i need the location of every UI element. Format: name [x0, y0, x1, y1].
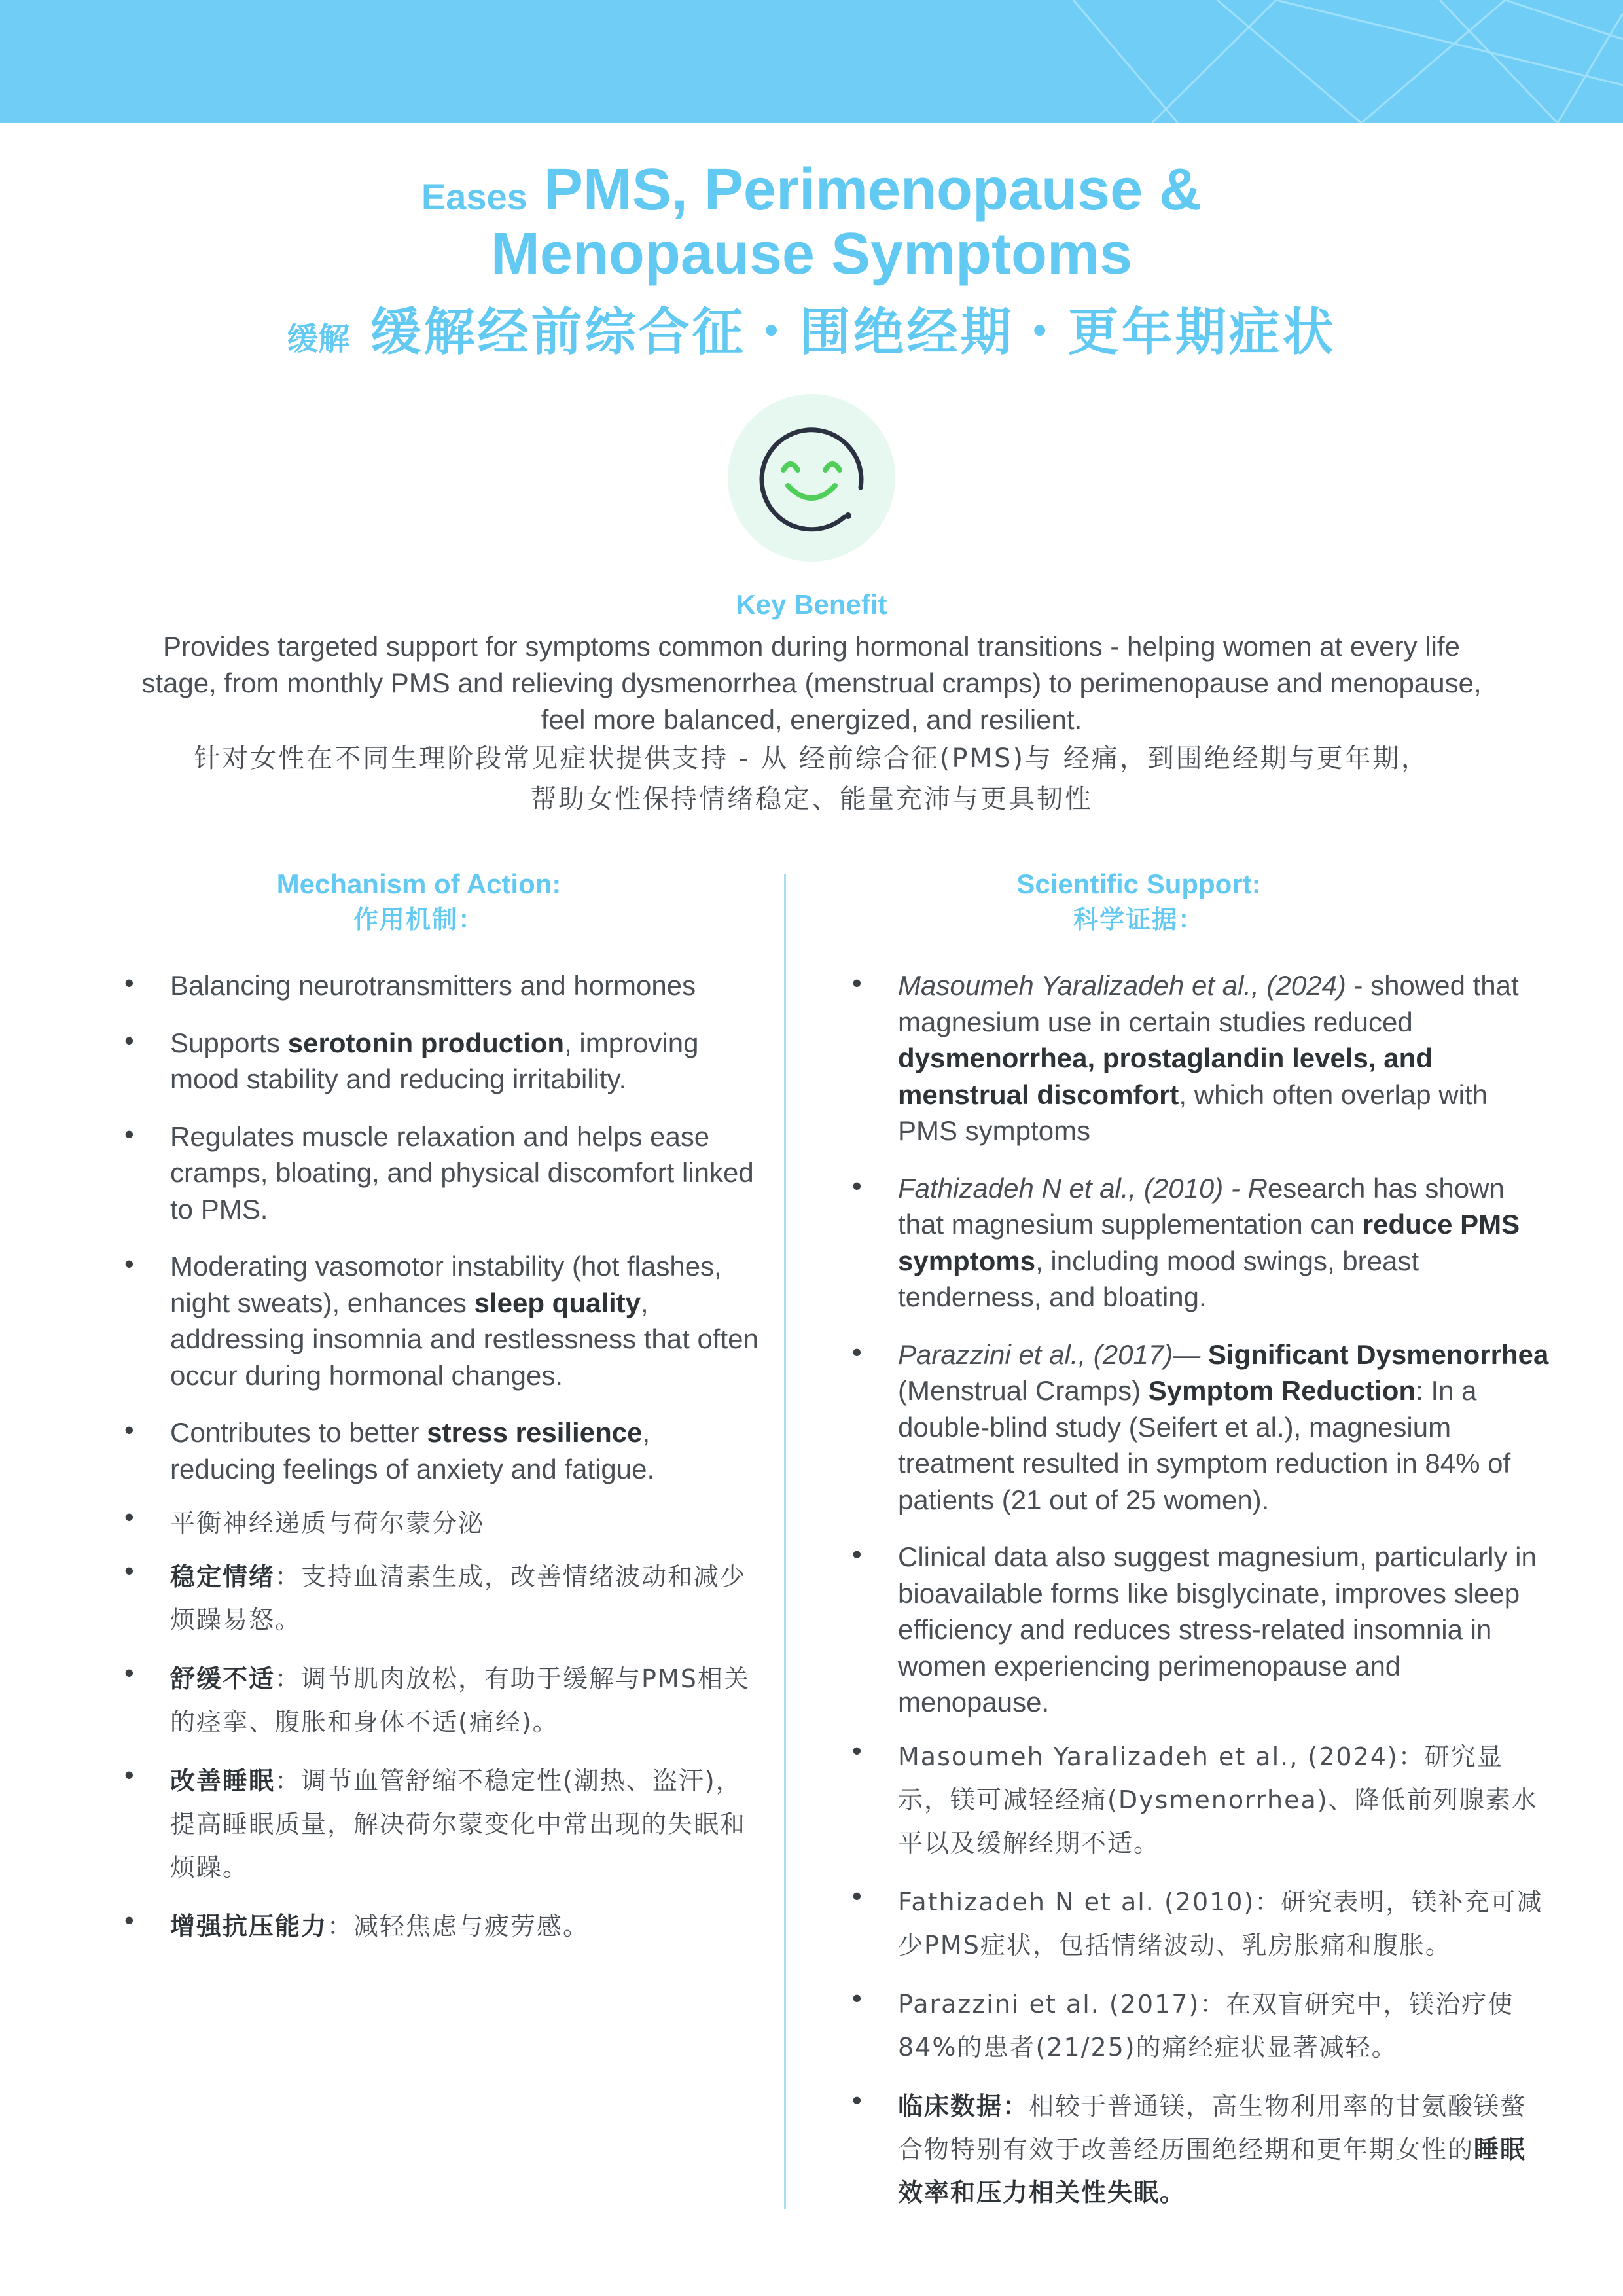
- item-text: Parazzini et al. (2017)：在双盲研究中，镁治疗使84%的患者(21/25)的痛经症状显著减轻。: [898, 1989, 1514, 2062]
- mechanism-heading: [164, 867, 674, 937]
- list-item: [124, 1759, 759, 1889]
- item-text: Supports: [170, 1027, 288, 1058]
- list-item: [124, 1248, 759, 1393]
- bullet-icon: •: [124, 1555, 134, 1586]
- title-line-1-text: PMS, Perimenopause &: [543, 157, 1202, 223]
- bullet-icon: •: [124, 1118, 134, 1149]
- item-text: Fathizadeh N et al. (2010)：研究表明，镁补充可减少PMS症状，包括情绪波动、乳房胀痛和腹胀。: [898, 1887, 1543, 1960]
- list-item: [852, 1880, 1552, 1967]
- scientific-list: [852, 967, 1552, 2214]
- item-bold: 睡眠效率和压力相关性失眠。: [898, 2134, 1527, 2207]
- bullet-icon: •: [852, 1336, 862, 1367]
- list-item: [852, 1336, 1552, 1518]
- bullet-icon: •: [852, 1734, 862, 1766]
- bullet-icon: •: [124, 1759, 134, 1790]
- item-text: , including mood swings, breast tenderness, and bloating.: [898, 1245, 1419, 1312]
- citation: Fathizadeh N et al., (2010) - R: [898, 1172, 1268, 1204]
- mechanism-list: [124, 967, 759, 1948]
- item-text: Regulates muscle relaxation and helps ease cramps, bloating, and physical discomfort linked to PMS.: [170, 1121, 754, 1225]
- item-text: esearch has shown that magnesium supplementation can: [898, 1172, 1505, 1240]
- item-text: : In a double-blind study (Seifert et al.), magnesium treatment resulted in symptom reduction in 84% of patients (21 out of 25 women).: [898, 1375, 1511, 1515]
- smiley-face-icon: [728, 394, 895, 562]
- header-banner: [0, 0, 1623, 123]
- title-zh-text: 缓解经前综合征・围绝经期・更年期症状: [370, 303, 1336, 362]
- item-text: Contributes to better: [170, 1417, 427, 1448]
- title-prefix-en: Eases: [421, 176, 527, 217]
- bullet-icon: •: [124, 1024, 134, 1056]
- scientific-heading-en: Scientific Support:: [1016, 869, 1261, 899]
- title-line-2: Menopause Symptoms: [490, 221, 1133, 287]
- list-item: [124, 1024, 759, 1098]
- citation: Parazzini et al., (2017)—: [898, 1338, 1208, 1370]
- list-item: [124, 1501, 759, 1545]
- title-zh: [0, 300, 1623, 372]
- title-line-1: [0, 157, 1623, 230]
- item-text: Clinical data also suggest magnesium, particularly in bioavailable forms like bisglycinate, improves sleep efficiency and reduces stress-related insomnia in women experiencing perimenopause and menopause.: [898, 1541, 1537, 1717]
- item-text: ：支持血清素生成，改善情绪波动和减少烦躁易怒。: [170, 1562, 747, 1634]
- item-text: - showed that magnesium use in certain studies reduced: [898, 970, 1519, 1037]
- item-bold: serotonin production: [287, 1027, 565, 1058]
- list-item: [852, 1982, 1552, 2069]
- mechanism-heading-en: Mechanism of Action:: [276, 869, 562, 899]
- item-bold: Significant Dysmenorrhea: [1207, 1338, 1549, 1370]
- key-benefit-en-line: feel more balanced, energized, and resilient.: [541, 704, 1082, 735]
- list-item: [852, 1539, 1552, 1721]
- column-divider: [784, 874, 786, 2209]
- list-item: [124, 1118, 759, 1228]
- list-item: [124, 1414, 759, 1487]
- item-text: , reducing feelings of anxiety and fatigue.: [170, 1417, 655, 1484]
- item-text: 相较于普通镁，高生物利用率的甘氨酸镁螯合物特别有效于改善经历围绝经期和更年期女性的: [898, 2091, 1527, 2164]
- key-benefit-zh-line: 帮助女性保持情绪稳定、能量充沛与更具韧性: [530, 784, 1093, 814]
- list-item: [124, 967, 759, 1004]
- item-text: (Menstrual Cramps): [898, 1375, 1149, 1406]
- title-prefix-zh: 缓解: [287, 321, 350, 357]
- key-benefit-en-line: Provides targeted support for symptoms common during hormonal transitions - helping women at every life: [163, 631, 1460, 662]
- list-item: [852, 2084, 1552, 2214]
- item-text: ：减轻焦虑与疲劳感。: [327, 1912, 590, 1941]
- item-bold: Symptom Reduction: [1148, 1375, 1416, 1406]
- key-benefit-heading: Key Benefit: [736, 589, 887, 620]
- list-item: [124, 1657, 759, 1744]
- bullet-icon: •: [124, 1501, 134, 1532]
- item-bold: 增强抗压能力: [170, 1912, 328, 1941]
- key-benefit-en: [98, 628, 1525, 738]
- item-text: ：调节肌肉放松，有助于缓解与PMS相关的痉挛、腹胀和身体不适(痛经)。: [170, 1664, 750, 1736]
- key-benefit-zh-line: 针对女性在不同生理阶段常见症状提供支持 - 从 经前综合征(PMS)与 经痛，到围绝经期与更年期，: [194, 744, 1429, 774]
- item-bold: 稳定情绪: [170, 1562, 276, 1591]
- item-text: , addressing insomnia and restlessness that often occur during hormonal changes.: [170, 1287, 758, 1391]
- bullet-icon: •: [124, 1657, 134, 1688]
- item-text: Masoumeh Yaralizadeh et al., (2024)：研究显示，镁可减轻经痛(Dysmenorrhea)、降低前列腺素水平以及缓解经期不适。: [898, 1742, 1538, 1857]
- list-item: [852, 1170, 1552, 1316]
- item-bold: sleep quality: [474, 1287, 641, 1318]
- list-item: [852, 1734, 1552, 1865]
- bullet-icon: •: [124, 1905, 134, 1935]
- bullet-icon: •: [124, 1248, 134, 1279]
- bullet-icon: •: [852, 1170, 862, 1201]
- mechanism-heading-zh: 作用机制：: [353, 905, 484, 934]
- list-item: [124, 1555, 759, 1641]
- geometric-lines-decoration: [0, 0, 1623, 123]
- bullet-icon: •: [124, 1414, 134, 1445]
- item-text: 平衡神经递质与荷尔蒙分泌: [170, 1509, 485, 1537]
- item-bold: dysmenorrhea, prostaglandin levels, and menstrual discomfort: [898, 1043, 1433, 1110]
- scientific-heading: [877, 867, 1400, 937]
- item-text: Balancing neurotransmitters and hormones: [170, 970, 696, 1001]
- scientific-heading-zh: 科学证据：: [1073, 905, 1204, 934]
- bullet-icon: •: [852, 1880, 862, 1911]
- item-text: , improving mood stability and reducing irritability.: [170, 1027, 699, 1094]
- item-bold: 临床数据：: [898, 2091, 1029, 2121]
- bullet-icon: •: [124, 967, 134, 998]
- bullet-icon: •: [852, 1539, 862, 1570]
- item-bold: 改善睡眠: [170, 1767, 276, 1795]
- citation: Masoumeh Yaralizadeh et al., (2024): [898, 970, 1346, 1001]
- item-bold: reduce PMS symptoms: [898, 1209, 1520, 1276]
- item-text: Moderating vasomotor instability (hot flashes, night sweats), enhances: [170, 1251, 722, 1318]
- item-text: , which often overlap with PMS symptoms: [898, 1079, 1488, 1146]
- item-text: ：调节血管舒缩不稳定性(潮热、盗汗)，提高睡眠质量，解决荷尔蒙变化中常出现的失眠和烦躁。: [170, 1767, 747, 1882]
- bullet-icon: •: [852, 1982, 862, 2013]
- item-bold: 舒缓不适: [170, 1664, 276, 1693]
- item-bold: stress resilience: [427, 1417, 643, 1448]
- key-benefit-zh: [98, 738, 1525, 819]
- bullet-icon: •: [852, 2084, 862, 2115]
- list-item: [852, 967, 1552, 1149]
- bullet-icon: •: [852, 967, 862, 998]
- list-item: [124, 1905, 759, 1948]
- key-benefit-en-line: stage, from monthly PMS and relieving dysmenorrhea (menstrual cramps) to perimenopause and menopause,: [141, 668, 1482, 698]
